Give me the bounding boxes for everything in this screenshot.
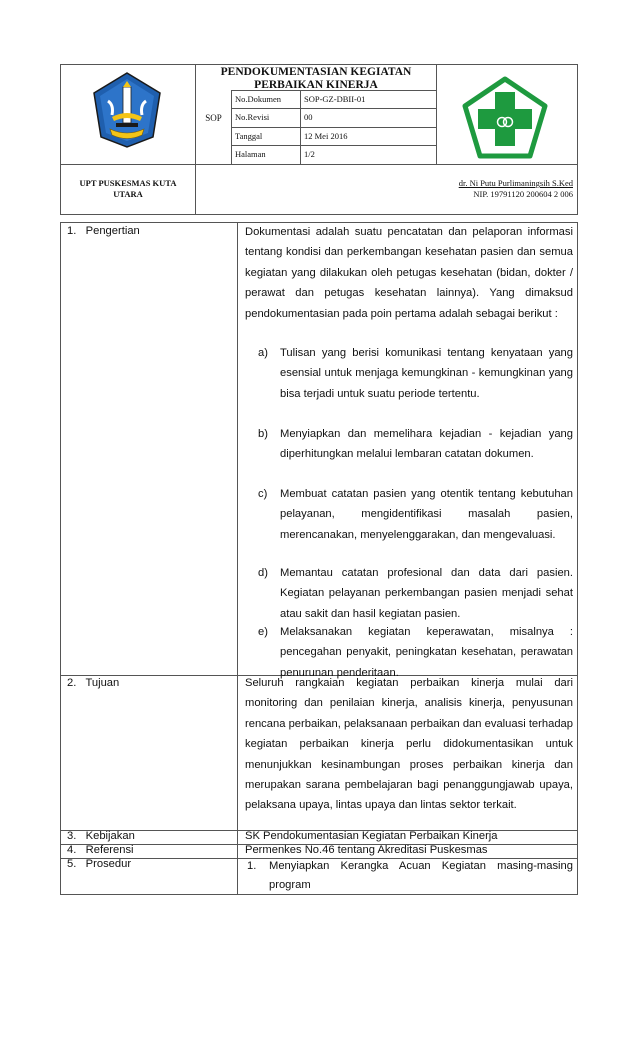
list-item-b: Menyiapkan dan memelihara kejadian - kejadian yang diperhitungkan melalui lembaran catatan dokumen.: [280, 428, 573, 461]
unit-name-line-1: UPT PUSKESMAS KUTA: [79, 178, 177, 188]
sop-label: SOP: [205, 113, 222, 123]
puskesmas-green-cross-logo: [462, 76, 548, 160]
list-item-e: Melaksanakan kegiatan keperawatan, misalnya : pencegahan penyakit, peningkatan kesehatan, perawatan penurunan penderitaan.: [280, 626, 573, 679]
title-line-1: PENDOKUMENTASIAN KEGIATAN: [220, 66, 412, 78]
list-marker-d: d): [258, 567, 268, 579]
unit-name-line-2: UTARA: [113, 189, 143, 199]
list-marker-b: b): [258, 428, 268, 440]
section-label-prosedur: 5. Prosedur: [67, 858, 132, 870]
revision-value: 00: [304, 112, 313, 122]
unit-name: [61, 178, 195, 200]
section-label-referensi: 4. Referensi: [67, 844, 134, 856]
prosedur-marker: 1.: [247, 860, 257, 872]
page-label: Halaman: [235, 149, 266, 159]
document-title: [196, 66, 436, 91]
section-label-tujuan: 2. Tujuan: [67, 677, 120, 689]
list-item-d: Memantau catatan profesional dan data dari pasien. Kegiatan pelayanan perkembangan pasien menjadi sehat atau sakit dan hasil kegiatan pasien.: [280, 567, 573, 620]
list-item-c: Membuat catatan pasien yang otentik tentang kebutuhan pelayanan, mengidentifikasi masalah pasien, merencanakan, menyelenggarakan, dan mengevaluasi.: [280, 488, 573, 541]
signer-name: dr. Ni Putu Purlimaningsih S.Ked: [458, 178, 573, 188]
referensi-text: Permenkes No.46 tentang Akreditasi Puskesmas: [245, 844, 488, 856]
date-label: Tanggal: [235, 131, 263, 141]
section-label-pengertian: 1. Pengertian: [67, 225, 140, 237]
doc-number-label: No.Dokumen: [235, 94, 282, 104]
pengertian-intro: Dokumentasi adalah suatu pencatatan dan pelaporan informasi tentang kondisi dan perkembangan kesehatan pasien dan semua kegiatan yang dilakukan oleh petugas kesehatan (bidan, dokter / perawat dan petugas kesehatan lainnya). Yang dimaksud pendokumentasian pada poin pertama adalah sebagai berikut :: [245, 226, 573, 320]
list-item-a: Tulisan yang berisi komunikasi tentang kenyataan yang esensial untuk menjaga kemungkinan - kemungkinan yang bisa terjadi untuk suatu periode tertentu.: [280, 347, 573, 400]
bali-regional-emblem-logo: [90, 71, 164, 149]
revision-label: No.Revisi: [235, 112, 270, 122]
signer-block: [420, 178, 573, 200]
prosedur-step-1: Menyiapkan Kerangka Acuan Kegiatan masing-masing program: [269, 860, 573, 891]
section-label-kebijakan: 3. Kebijakan: [67, 830, 135, 842]
page-value: 1/2: [304, 149, 315, 159]
list-marker-e: e): [258, 626, 268, 638]
tujuan-text: Seluruh rangkaian kegiatan perbaikan kinerja mulai dari monitoring dan penilaian kinerja, analisis kinerja, penyusunan rencana perbaikan, pelaksanaan perbaikan dan evaluasi terhadap kegiatan perbaikan kinerja perlu didokumentasikan untuk menunjukkan kesinambungan proses perbaikan kinerja dan merupakan sarana pembelajaran bagi penanggungjawab upaya, pelaksana upaya, lintas upaya dan lintas sektor terkait.: [245, 677, 573, 812]
date-value: 12 Mei 2016: [304, 131, 348, 141]
title-line-2: PERBAIKAN KINERJA: [254, 78, 378, 91]
signer-nip: NIP. 19791120 200604 2 006: [473, 189, 573, 199]
list-marker-a: a): [258, 347, 268, 359]
list-marker-c: c): [258, 488, 268, 500]
kebijakan-text: SK Pendokumentasian Kegiatan Perbaikan Kinerja: [245, 830, 498, 842]
doc-number-value: SOP-GZ-DBII-01: [304, 94, 366, 104]
